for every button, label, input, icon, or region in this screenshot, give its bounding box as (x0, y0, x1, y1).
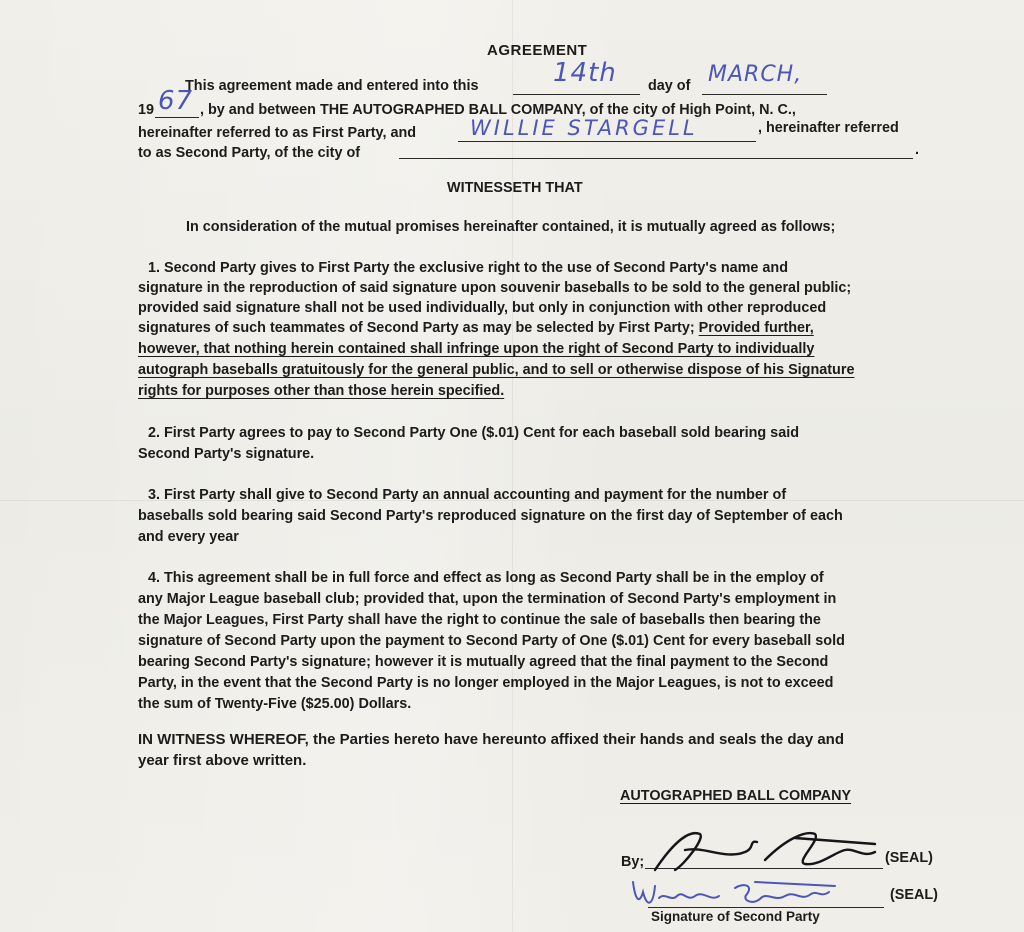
clause1-line4 (138, 318, 814, 338)
second-party-blank (458, 141, 756, 142)
second-party-handwritten: WILLIE STARGELL (470, 116, 698, 140)
clause4-line2: any Major League baseball club; provided that, upon the termination of Second Party's employment in (138, 591, 837, 607)
clause1-line6: autograph baseballs gratuitously for the general public, and to sell or otherwise dispose of his Signature (138, 362, 855, 378)
clause4-line4: signature of Second Party upon the payment to Second Party of One ($.01) Cent for every baseball sold (138, 633, 845, 649)
intro-line1-prefix: This agreement made and entered into this (185, 78, 479, 94)
witnesseth-heading: WITNESSETH THAT (447, 180, 583, 196)
clause1-line3: provided said signature shall not be used individually, but only in conjunction with other reproduced (138, 300, 827, 316)
company-name: AUTOGRAPHED BALL COMPANY (620, 788, 852, 804)
by-label: By; (621, 854, 645, 870)
clause1-line7: rights for purposes other than those herein specified. (138, 383, 505, 399)
year-prefix: 19 (138, 102, 155, 118)
second-party-seal-label: (SEAL) (890, 887, 938, 903)
intro-line1-mid: day of (648, 78, 691, 94)
clause1-line4-a: signatures of such teammates of Second Party as may be selected by First Party; (138, 320, 695, 336)
clause3-line1: 3. First Party shall give to Second Party an annual accounting and payment for the number of (148, 487, 787, 503)
intro-line2-rest: , by and between THE AUTOGRAPHED BALL COMPANY, of the city of High Point, N. C., (200, 102, 796, 118)
city-blank (399, 158, 913, 159)
company-seal-label: (SEAL) (885, 850, 933, 866)
clause1-line1: 1. Second Party gives to First Party the exclusive right to the use of Second Party's name and (148, 260, 788, 276)
clause1-line4-b: Provided further, (698, 320, 814, 336)
clause1-line5: however, that nothing herein contained shall infringe upon the right of Second Party to individually (138, 341, 815, 357)
intro-line3-suffix: , hereinafter referred (758, 120, 899, 136)
clause2-line2: Second Party's signature. (138, 446, 315, 462)
clause4-line1: 4. This agreement shall be in full force and effect as long as Second Party shall be in the employ of (148, 570, 824, 586)
month-handwritten: MARCH, (708, 62, 803, 87)
clause4-line5: bearing Second Party's signature; however it is mutually agreed that the final payment to the Second (138, 654, 829, 670)
clause4-line7: the sum of Twenty-Five ($25.00) Dollars. (138, 696, 412, 712)
clause3-line3: and every year (138, 529, 239, 545)
clause3-line2: baseballs sold bearing said Second Party's reproduced signature on the first day of September of each (138, 508, 843, 524)
clause4-line6: Party, in the event that the Second Party is no longer employed in the Major Leagues, is not to exceed (138, 675, 834, 691)
witness-line2: year first above written. (138, 752, 307, 769)
intro-line3-prefix: hereinafter referred to as First Party, and (138, 125, 417, 141)
year-blank (155, 117, 199, 118)
witness-line1-bold: IN WITNESS WHEREOF, (138, 731, 309, 748)
year-handwritten: 67 (158, 86, 194, 116)
clause1-line2: signature in the reproduction of said signature upon souvenir baseballs to be sold to the general public; (138, 280, 852, 296)
day-blank (513, 94, 640, 95)
day-handwritten: 14th (553, 58, 617, 88)
witness-line1-rest: the Parties hereto have hereunto affixed their hands and seals the day and (308, 731, 844, 748)
document-title: AGREEMENT (487, 42, 588, 59)
clause2-line1: 2. First Party agrees to pay to Second Party One ($.01) Cent for each baseball sold bearing said (148, 425, 799, 441)
month-blank (702, 94, 827, 95)
clause4-line3: the Major Leagues, First Party shall have the right to continue the sale of baseballs then bearing the (138, 612, 821, 628)
witness-line1 (138, 730, 844, 750)
consideration-text: In consideration of the mutual promises hereinafter contained, it is mutually agreed as follows; (186, 219, 836, 235)
intro-line4-end: . (915, 142, 919, 158)
intro-line4-prefix: to as Second Party, of the city of (138, 145, 361, 161)
second-party-signature-caption: Signature of Second Party (651, 909, 820, 924)
